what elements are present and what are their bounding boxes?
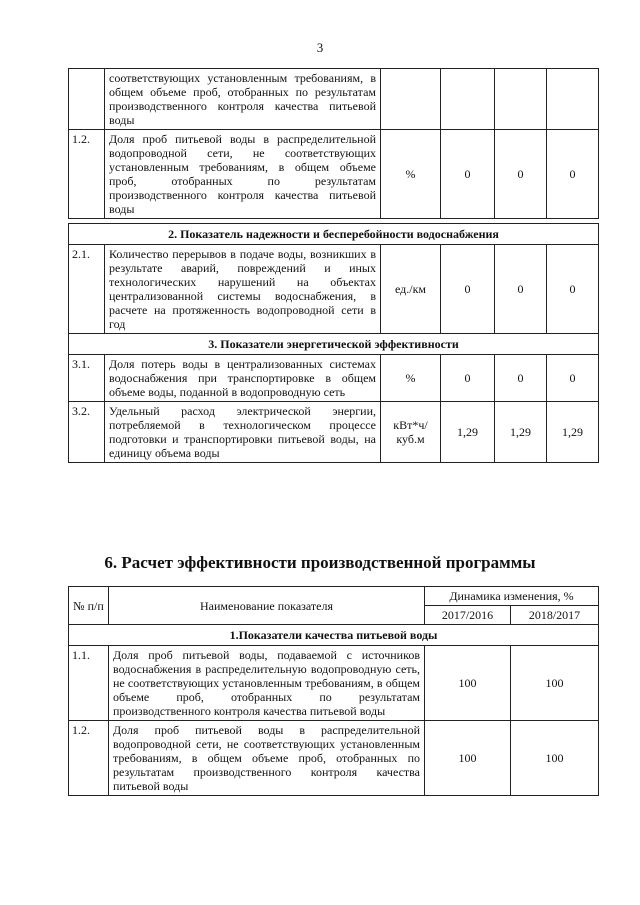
row-value: 100 [425, 646, 511, 721]
table-row [69, 355, 599, 402]
section-row [69, 224, 599, 245]
column-header-dynamics: Динамика изменения, % [425, 587, 599, 606]
row-value: 1,29 [547, 402, 599, 463]
row-description: Доля потерь воды в централизованных системах водоснабжения при транспортировке в общем объеме воды, поданной в водопроводную сеть [105, 355, 381, 402]
column-header-period: 2017/2016 [425, 606, 511, 625]
column-header-number: № п/п [69, 587, 109, 625]
table-header-row [69, 587, 599, 606]
section-title: 1.Показатели качества питьевой воды [69, 625, 599, 646]
row-value [495, 69, 547, 130]
row-value: 0 [547, 355, 599, 402]
row-description: Доля проб питьевой воды в распределительной водопроводной сети, не соответствующих установленным требованиям, в общем объеме проб, отобранных по результатам производственного контроля качества питьевой воды [105, 130, 381, 219]
row-value: 0 [441, 355, 495, 402]
column-header-name: Наименование показателя [109, 587, 425, 625]
section-title: 3. Показатели энергетической эффективности [69, 334, 599, 355]
row-value: 0 [547, 245, 599, 334]
indicators-table [68, 68, 599, 463]
column-header-period: 2018/2017 [511, 606, 599, 625]
table-row [69, 646, 599, 721]
row-description: Удельный расход электрической энергии, потребляемой в технологическом процессе подготовки и транспортировки питьевой воды, на единицу объема воды [105, 402, 381, 463]
row-description: Доля проб питьевой воды, подаваемой с источников водоснабжения в распределительную водопроводную сеть, не соответствующих установленным требованиям, в общем объеме проб, отобранных по результатам производственного контроля качества питьевой воды [109, 646, 425, 721]
row-unit: % [381, 355, 441, 402]
table-row [69, 721, 599, 796]
row-description: Доля проб питьевой воды в распределительной водопроводной сети, не соответствующих установленным требованиям, в общем объеме проб, отобранных по результатам производственного контроля качества питьевой воды [109, 721, 425, 796]
row-number: 2.1. [69, 245, 105, 334]
row-number: 1.1. [69, 646, 109, 721]
row-number: 3.1. [69, 355, 105, 402]
section-heading: 6. Расчет эффективности производственной программы [104, 553, 536, 572]
row-value: 1,29 [441, 402, 495, 463]
row-number: 3.2. [69, 402, 105, 463]
row-unit: ед./км [381, 245, 441, 334]
row-value: 100 [511, 721, 599, 796]
row-value: 0 [495, 245, 547, 334]
row-value [441, 69, 495, 130]
row-number [69, 69, 105, 130]
row-description: Количество перерывов в подаче воды, возникших в результате аварий, повреждений и иных технологических нарушений на объектах централизованной системы водоснабжения, в расчете на протяженность водопроводной сети в год [105, 245, 381, 334]
row-value: 0 [547, 130, 599, 219]
section-row [69, 625, 599, 646]
section-row [69, 334, 599, 355]
page-number: 3 [316, 40, 324, 55]
row-value: 100 [511, 646, 599, 721]
row-value: 0 [441, 130, 495, 219]
row-unit [381, 69, 441, 130]
row-value: 100 [425, 721, 511, 796]
row-value [547, 69, 599, 130]
row-description: соответствующих установленным требованиям, в общем объеме проб, отобранных по результатам производственного контроля качества питьевой воды [105, 69, 381, 130]
row-value: 0 [495, 130, 547, 219]
row-unit: % [381, 130, 441, 219]
row-number: 1.2. [69, 721, 109, 796]
table-row [69, 130, 599, 219]
efficiency-table [68, 586, 599, 796]
row-value: 0 [495, 355, 547, 402]
row-unit: кВт*ч/ куб.м [381, 402, 441, 463]
row-number: 1.2. [69, 130, 105, 219]
row-value: 0 [441, 245, 495, 334]
table-row [69, 402, 599, 463]
table-row [69, 69, 599, 130]
row-value: 1,29 [495, 402, 547, 463]
section-title: 2. Показатель надежности и бесперебойности водоснабжения [69, 224, 599, 245]
table-row [69, 245, 599, 334]
